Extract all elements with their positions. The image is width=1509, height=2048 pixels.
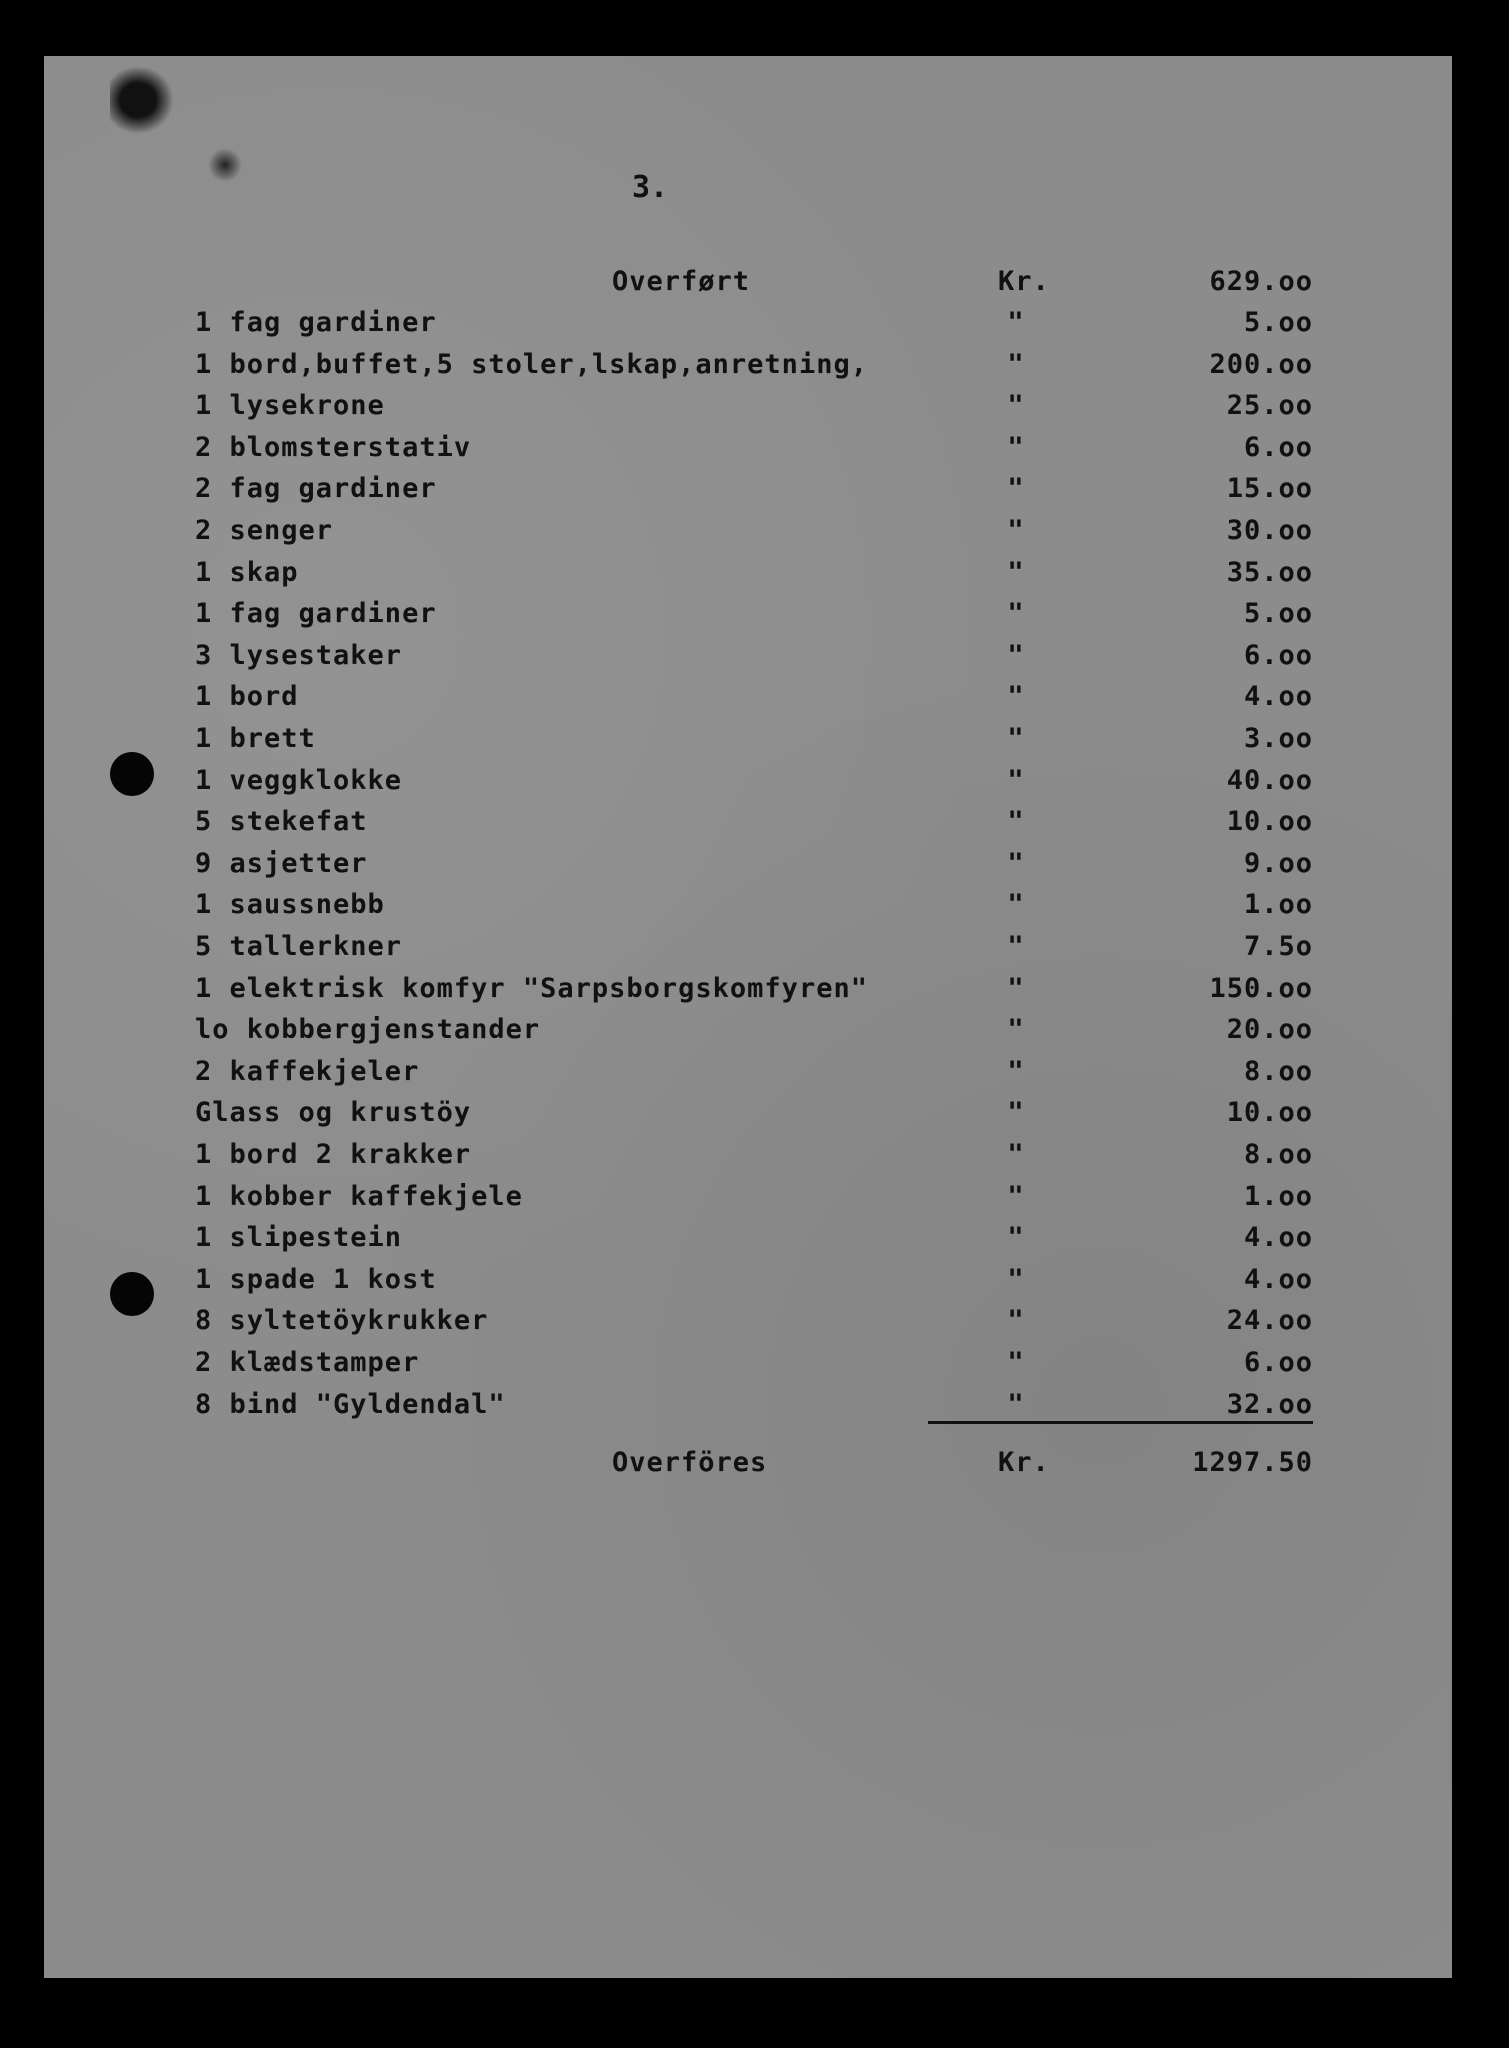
ink-smudge — [205, 145, 245, 185]
ditto-mark: " — [1007, 973, 1025, 1004]
item-amount: 24.oo — [1226, 1305, 1313, 1336]
ditto-mark: " — [1007, 765, 1025, 796]
list-item — [0, 1386, 1509, 1424]
item-amount: 10.oo — [1226, 806, 1313, 837]
list-item — [0, 720, 1509, 758]
list-item — [0, 845, 1509, 883]
item-amount: 32.oo — [1226, 1389, 1313, 1420]
ditto-mark: " — [1007, 598, 1025, 629]
list-item — [0, 304, 1509, 342]
ditto-mark: " — [1007, 723, 1025, 754]
item-description: 1 fag gardiner — [195, 598, 437, 629]
item-description: 1 brett — [195, 723, 316, 754]
item-amount: 4.oo — [1243, 681, 1313, 712]
item-amount: 9.oo — [1243, 848, 1313, 879]
ditto-mark: " — [1007, 557, 1025, 588]
ditto-mark: " — [1007, 1264, 1025, 1295]
item-description: 3 lysestaker — [195, 640, 403, 671]
item-description: 2 kaffekjeler — [195, 1056, 420, 1087]
item-amount: 3.oo — [1243, 723, 1313, 754]
ditto-mark: " — [1007, 1139, 1025, 1170]
item-description: 9 asjetter — [195, 848, 368, 879]
item-description: 1 kobber kaffekjele — [195, 1181, 523, 1212]
item-amount: 1.oo — [1243, 889, 1313, 920]
item-amount: 5.oo — [1243, 307, 1313, 338]
item-description: 1 veggklokke — [195, 765, 403, 796]
currency-label: Kr. — [998, 1447, 1050, 1478]
list-item — [0, 512, 1509, 550]
ditto-mark: " — [1007, 1056, 1025, 1087]
list-item — [0, 678, 1509, 716]
item-description: 1 bord,buffet,5 stoler,lskap,anretning, — [195, 349, 868, 380]
ditto-mark: " — [1007, 931, 1025, 962]
ditto-mark: " — [1007, 1014, 1025, 1045]
ditto-mark: " — [1007, 515, 1025, 546]
item-amount: 15.oo — [1226, 473, 1313, 504]
ditto-mark: " — [1007, 889, 1025, 920]
item-description: 1 bord 2 krakker — [195, 1139, 472, 1170]
ditto-mark: " — [1007, 1181, 1025, 1212]
item-amount: 30.oo — [1226, 515, 1313, 546]
item-description: 1 elektrisk komfyr "Sarpsborgskomfyren" — [195, 973, 868, 1004]
item-description: 2 senger — [195, 515, 334, 546]
list-item — [0, 346, 1509, 384]
item-description: lo kobbergjenstander — [195, 1014, 541, 1045]
list-item — [0, 928, 1509, 966]
list-item — [0, 886, 1509, 924]
item-description: 1 lysekrone — [195, 390, 385, 421]
item-amount: 150.oo — [1209, 973, 1313, 1004]
item-description: Glass og krustöy — [195, 1097, 472, 1128]
carried-over-amount: 629.oo — [1209, 266, 1313, 297]
list-item — [0, 387, 1509, 425]
item-amount: 4.oo — [1243, 1264, 1313, 1295]
item-amount: 6.oo — [1243, 640, 1313, 671]
item-description: 1 slipestein — [195, 1222, 403, 1253]
item-description: 8 syltetöykrukker — [195, 1305, 489, 1336]
item-amount: 10.oo — [1226, 1097, 1313, 1128]
item-description: 5 stekefat — [195, 806, 368, 837]
item-amount: 35.oo — [1226, 557, 1313, 588]
ditto-mark: " — [1007, 848, 1025, 879]
list-item — [0, 1344, 1509, 1382]
ditto-mark: " — [1007, 681, 1025, 712]
ditto-mark: " — [1007, 390, 1025, 421]
carry-forward-amount: 1297.50 — [1192, 1447, 1313, 1478]
list-item — [0, 470, 1509, 508]
ditto-mark: " — [1007, 640, 1025, 671]
ditto-mark: " — [1007, 1389, 1025, 1420]
list-item — [0, 1219, 1509, 1257]
item-description: 1 spade 1 kost — [195, 1264, 437, 1295]
ditto-mark: " — [1007, 307, 1025, 338]
carried-over-label: Overført — [612, 266, 751, 297]
item-description: 2 blomsterstativ — [195, 432, 472, 463]
item-description: 5 tallerkner — [195, 931, 403, 962]
item-amount: 200.oo — [1209, 349, 1313, 380]
list-item — [0, 803, 1509, 841]
ditto-mark: " — [1007, 1305, 1025, 1336]
item-description: 1 saussnebb — [195, 889, 385, 920]
page-number: 3. — [632, 170, 669, 205]
item-amount: 4.oo — [1243, 1222, 1313, 1253]
list-item — [0, 554, 1509, 592]
list-item — [0, 1178, 1509, 1216]
list-item — [0, 1011, 1509, 1049]
ink-smudge — [110, 60, 180, 140]
list-item — [0, 429, 1509, 467]
item-amount: 7.5o — [1243, 931, 1313, 962]
list-item — [0, 762, 1509, 800]
item-description: 2 fag gardiner — [195, 473, 437, 504]
item-amount: 6.oo — [1243, 432, 1313, 463]
item-description: 1 fag gardiner — [195, 307, 437, 338]
ditto-mark: " — [1007, 349, 1025, 380]
list-item — [0, 1053, 1509, 1091]
list-item — [0, 1302, 1509, 1340]
ditto-mark: " — [1007, 1222, 1025, 1253]
item-amount: 8.oo — [1243, 1139, 1313, 1170]
list-item — [0, 595, 1509, 633]
carry-forward-label: Overföres — [612, 1447, 768, 1478]
item-amount: 6.oo — [1243, 1347, 1313, 1378]
item-amount: 25.oo — [1226, 390, 1313, 421]
list-item — [0, 1094, 1509, 1132]
item-description: 1 skap — [195, 557, 299, 588]
carried-over-row — [0, 263, 1509, 301]
item-amount: 5.oo — [1243, 598, 1313, 629]
ditto-mark: " — [1007, 1347, 1025, 1378]
ditto-mark: " — [1007, 473, 1025, 504]
ditto-mark: " — [1007, 1097, 1025, 1128]
total-rule — [928, 1421, 1313, 1424]
ditto-mark: " — [1007, 432, 1025, 463]
item-amount: 40.oo — [1226, 765, 1313, 796]
item-description: 8 bind "Gyldendal" — [195, 1389, 506, 1420]
list-item — [0, 970, 1509, 1008]
list-item — [0, 1136, 1509, 1174]
list-item — [0, 1261, 1509, 1299]
currency-label: Kr. — [998, 266, 1050, 297]
item-amount: 8.oo — [1243, 1056, 1313, 1087]
carry-forward-row — [0, 1444, 1509, 1482]
list-item — [0, 637, 1509, 675]
item-amount: 1.oo — [1243, 1181, 1313, 1212]
item-description: 1 bord — [195, 681, 299, 712]
item-description: 2 klædstamper — [195, 1347, 420, 1378]
item-amount: 20.oo — [1226, 1014, 1313, 1045]
ditto-mark: " — [1007, 806, 1025, 837]
